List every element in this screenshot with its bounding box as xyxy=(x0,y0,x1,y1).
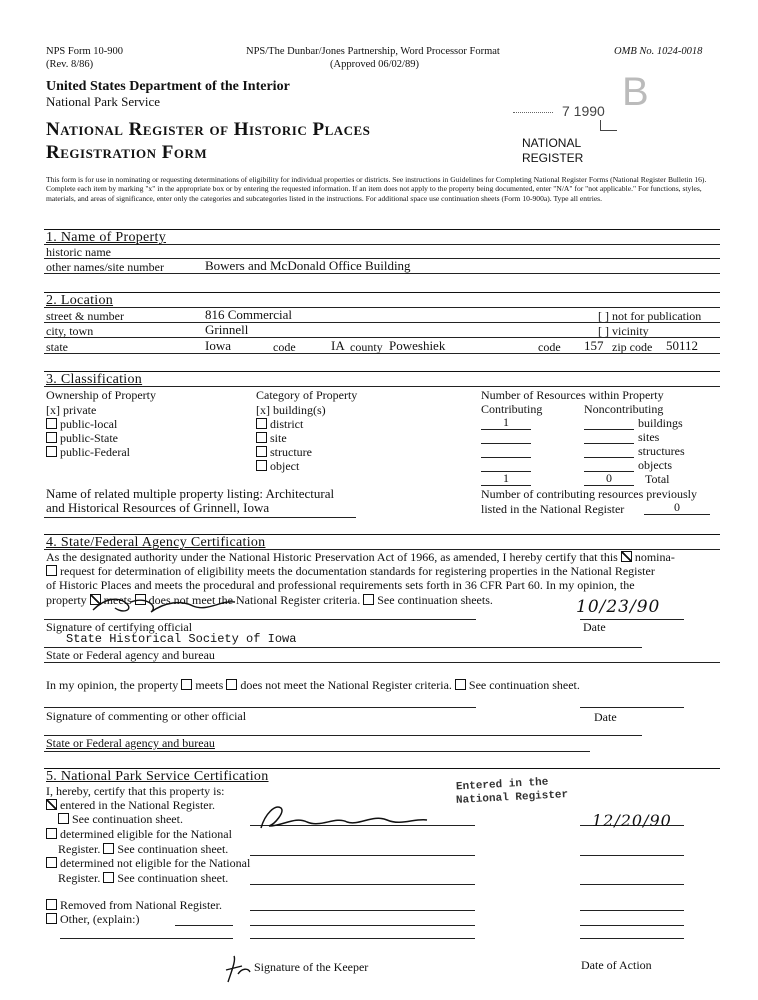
contributing-total[interactable]: 1 xyxy=(503,471,509,485)
ownership-public-federal[interactable]: public-Federal xyxy=(46,446,130,459)
county-label: county xyxy=(350,340,383,354)
category-header: Category of Property xyxy=(256,388,358,402)
rule xyxy=(580,925,684,926)
commenting-official-label: Signature of commenting or other official xyxy=(46,709,247,723)
rule xyxy=(250,910,475,911)
previously-listed-line-1: Number of contributing resources previously xyxy=(481,487,697,501)
rule xyxy=(481,485,531,486)
other-names-value[interactable]: Bowers and McDonald Office Building xyxy=(205,258,411,273)
rule xyxy=(44,371,720,372)
form-number: NPS Form 10-900 xyxy=(46,46,124,57)
entered-stamp-line-2: National Register xyxy=(455,789,569,807)
zip-value[interactable]: 50112 xyxy=(666,338,699,353)
rule xyxy=(60,938,233,939)
agency-label: State or Federal agency and bureau xyxy=(46,648,215,662)
ownership-public-state[interactable]: public-State xyxy=(46,432,118,445)
ownership-header: Ownership of Property xyxy=(46,388,156,402)
rule xyxy=(250,855,475,856)
agency-label-2: State or Federal agency and bureau xyxy=(46,736,215,750)
category-district[interactable]: district xyxy=(256,418,303,431)
date-label-2: Date xyxy=(594,710,617,724)
rule xyxy=(481,443,531,444)
state-code-value[interactable]: IA xyxy=(331,338,345,353)
certifying-official-signature xyxy=(85,588,255,622)
resource-type-objects: objects xyxy=(638,458,672,472)
keeper-signature-label: Signature of the Keeper xyxy=(254,960,369,974)
cert-line-3: of Historic Places and meets the procedural and professional requirements sets forth in 36 CFR Part 60. In my opinion, the xyxy=(46,578,635,592)
eligible-see-continuation[interactable]: Register. See continuation sheet. xyxy=(58,842,229,856)
rule xyxy=(580,884,684,885)
rule xyxy=(44,273,720,274)
entered-stamp-line-1: Entered in the xyxy=(455,776,549,794)
entered-national-register-checkbox[interactable]: entered in the National Register. xyxy=(46,799,215,812)
rule xyxy=(44,322,720,323)
rule xyxy=(580,910,684,911)
section-4-heading: 4. State/Federal Agency Certification xyxy=(46,535,266,550)
resources-header: Number of Resources within Property xyxy=(481,388,664,402)
rule xyxy=(44,517,356,518)
zip-label: zip code xyxy=(612,340,653,354)
removed-checkbox[interactable]: Removed from National Register. xyxy=(46,899,222,912)
service-name: National Park Service xyxy=(46,94,161,109)
cert-line-1: As the designated authority under the National Historic Preservation Act of 1966, as amended, I hereby certify that this nomina- xyxy=(46,550,675,564)
rule xyxy=(481,457,531,458)
other-names-label: other names/site number xyxy=(46,260,164,274)
rule xyxy=(580,938,684,939)
city-label: city, town xyxy=(46,324,94,338)
historic-name-label: historic name xyxy=(46,245,111,259)
cert-line-2: request for determination of eligibility meets the documentation standards for registering properties in the National Register xyxy=(46,565,655,578)
rule xyxy=(584,429,634,430)
rule xyxy=(44,244,720,245)
rule xyxy=(44,707,476,708)
other-checkbox[interactable]: Other, (explain:) xyxy=(46,913,140,926)
county-value[interactable]: Poweshiek xyxy=(389,338,446,353)
city-value[interactable]: Grinnell xyxy=(205,322,249,337)
county-code-label: code xyxy=(538,340,561,354)
contributing-buildings[interactable]: 1 xyxy=(503,415,509,429)
rule xyxy=(644,514,710,515)
determined-eligible-checkbox[interactable]: determined eligible for the National xyxy=(46,828,232,841)
contributing-header: Contributing xyxy=(481,402,543,416)
category-object[interactable]: object xyxy=(256,460,299,473)
stamp-dotted-line xyxy=(513,112,553,113)
received-stamp-date: 7 1990 xyxy=(562,103,605,119)
not-eligible-see-continuation[interactable]: Register. See continuation sheet. xyxy=(58,871,229,885)
section-1-heading: 1. Name of Property xyxy=(46,230,167,245)
agency-value[interactable]: State Historical Society of Iowa xyxy=(66,632,297,646)
category-structure[interactable]: structure xyxy=(256,446,312,459)
rule xyxy=(44,337,720,338)
ownership-public-local[interactable]: public-local xyxy=(46,418,117,431)
previously-listed-value[interactable]: 0 xyxy=(674,500,680,514)
rule xyxy=(175,925,233,926)
section-5-heading: 5. National Park Service Certification xyxy=(46,769,269,784)
category-site[interactable]: site xyxy=(256,432,287,445)
format-line-1: NPS/The Dunbar/Jones Partnership, Word Processor Format xyxy=(246,46,500,57)
mpl-line-2[interactable]: and Historical Resources of Grinnell, Iowa xyxy=(46,500,270,515)
form-revision: (Rev. 8/86) xyxy=(46,59,94,70)
corner-mark: B xyxy=(622,70,649,114)
previously-listed-line-2: listed in the National Register xyxy=(481,502,625,516)
initials-mark xyxy=(222,952,254,986)
stamp-register: REGISTER xyxy=(522,151,584,165)
department-name: United States Department of the Interior xyxy=(46,79,290,94)
rule xyxy=(44,307,720,308)
noncontributing-header: Noncontributing xyxy=(584,402,664,416)
nps-cert-intro: I, hereby, certify that this property is: xyxy=(46,784,225,798)
instructions-text: This form is for use in nominating or requesting determinations of eligibility for individual properties or districts. See instructions in Guidelines for Completing National Register Forms (National Register Bulletin 16). Complete each item by marking "x" in the appropriate box or by entering the requested information. If an item does not apply to the property being documented, enter "N/A" for "not applicable." For functions, styles, materials, and areas of significance, enter only the categories and subcategories listed in the instructions. For additional space use continuation sheets (Form 10-900a). Type all entries. xyxy=(46,175,707,203)
rule xyxy=(44,292,720,293)
rule xyxy=(584,485,634,486)
ownership-private[interactable]: [x] private xyxy=(46,403,97,417)
noncontributing-total[interactable]: 0 xyxy=(606,471,612,485)
format-line-2: (Approved 06/02/89) xyxy=(330,59,419,70)
stamp-bracket xyxy=(600,120,617,131)
rule xyxy=(44,386,720,387)
date-label: Date xyxy=(583,620,606,634)
opinion-line: In my opinion, the property meets does not meet the National Register criteria. See continuation sheet. xyxy=(46,678,580,692)
resource-type-buildings: buildings xyxy=(638,416,683,430)
vicinity-checkbox[interactable]: [ ] vicinity xyxy=(598,324,649,338)
determined-not-eligible-checkbox[interactable]: determined not eligible for the National xyxy=(46,857,250,870)
state-value[interactable]: Iowa xyxy=(205,338,231,353)
rule xyxy=(44,662,720,663)
rule xyxy=(584,457,634,458)
resource-type-sites: sites xyxy=(638,430,660,444)
signature-label: Signature of certifying official xyxy=(46,620,193,634)
omb-number: OMB No. 1024-0018 xyxy=(614,46,703,57)
stamp-national: NATIONAL xyxy=(522,136,582,150)
entered-see-continuation[interactable]: See continuation sheet. xyxy=(58,813,183,826)
rule xyxy=(580,855,684,856)
category-buildings[interactable]: [x] building(s) xyxy=(256,403,326,417)
not-for-publication-checkbox[interactable]: [ ] not for publication xyxy=(598,309,702,323)
mpl-line-1: Name of related multiple property listing: Architectural xyxy=(46,486,335,501)
rule xyxy=(250,925,475,926)
date-of-action-label: Date of Action xyxy=(581,958,652,972)
rule xyxy=(584,443,634,444)
keeper-signature xyxy=(255,800,435,838)
county-code-value[interactable]: 157 xyxy=(584,338,604,353)
state-label: state xyxy=(46,340,68,354)
keeper-action-date[interactable]: 12/20/90 xyxy=(592,811,672,830)
cert-line-4: property meets does not meet the National Register criteria. See continuation sheets. xyxy=(46,593,493,607)
street-label: street & number xyxy=(46,309,124,323)
form-title: National Register of Historic Places xyxy=(46,119,371,140)
form-subtitle: Registration Form xyxy=(46,142,208,163)
rule xyxy=(481,429,531,430)
rule xyxy=(250,938,475,939)
rule xyxy=(250,884,475,885)
section-3-heading: 3. Classification xyxy=(46,372,143,387)
street-value[interactable]: 816 Commercial xyxy=(205,307,293,322)
rule xyxy=(44,353,720,354)
resource-type-structures: structures xyxy=(638,444,685,458)
section-2-heading: 2. Location xyxy=(46,293,114,308)
state-code-label: code xyxy=(273,340,296,354)
rule xyxy=(44,751,590,752)
rule xyxy=(580,707,684,708)
certification-date[interactable]: 10/23/90 xyxy=(576,597,661,617)
resource-type-total: Total xyxy=(645,472,670,486)
